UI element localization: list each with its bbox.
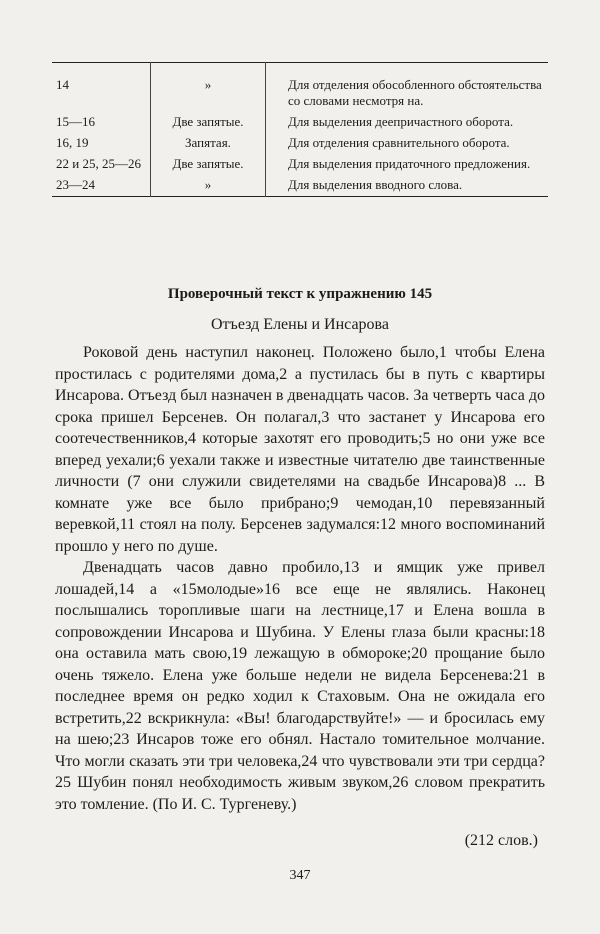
table-cell-reason: Для отделения обособленного обстоятельства со словами несмотря на. <box>288 77 542 108</box>
table-cell-sign: Две запятые. <box>151 154 266 175</box>
page-number: 347 <box>289 868 311 883</box>
table-cell-sign: » <box>151 63 266 113</box>
paragraph: Роковой день наступил наконец. Положено было,1 чтобы Елена простилась с родителями дома,2 а пустилась бы в путь с квартиры Инсарова. Отъезд был назначен в двенадцать часов. За четверть часа до срока пришел Берсенев. Он полагал,3 что застанет у Инсарова его соотечественников,4 которые захотят его проводить;5 но они уже все вперед уехали;6 уехали также и известные читателю две таинственные личности (7 они служили свидетелями на свадьбе Инсарова)8 ... В комнате уже все было прибрано;9 чемодан,10 перевязанный веревкой,11 стоял на полу. Берсенев задумался:12 много воспоминаний прошло у него по душе. <box>55 344 545 555</box>
text-title: Отъезд Елены и Инсарова <box>211 316 389 333</box>
table-row <box>52 112 548 133</box>
table-cell-reason: Для выделения вводного слова. <box>288 177 463 192</box>
table-cell-sign: Две запятые. <box>151 112 266 133</box>
table-cell-sign: » <box>151 175 266 197</box>
table-row <box>52 133 548 154</box>
word-count: (212 слов.) <box>464 832 538 849</box>
table-cell-sign: Запятая. <box>151 133 266 154</box>
table-row <box>52 63 548 113</box>
table-cell-ref: 14 <box>52 63 151 113</box>
table-cell-reason: Для выделения деепричастного оборота. <box>288 114 514 129</box>
table-cell-ref: 15—16 <box>52 112 151 133</box>
table-cell-ref: 23—24 <box>52 175 151 197</box>
table-cell-reason: Для отделения сравнительного оборота. <box>288 135 510 150</box>
table-cell-ref: 22 и 25, 25—26 <box>52 154 151 175</box>
dictation-text <box>55 342 545 815</box>
table-row <box>52 154 548 175</box>
table-cell-ref: 16, 19 <box>52 133 151 154</box>
table-cell-reason: Для выделения придаточного предложения. <box>288 156 531 171</box>
paragraph: Двенадцать часов давно пробило,13 и ямщик уже привел лошадей,14 а «15молодые»16 все еще не являлись. Наконец послышались торопливые шаги на лестнице,17 и Елена вошла в сопровождении Инсарова и Шубина. У Елены глаза были красны:18 она оставила мать свою,19 лежащую в обмороке;20 прощание было очень тяжело. Елена уже больше недели не видела Берсенева:21 в последнее время он редко ходил к Стаховым. Она не ожидала его встретить,22 вскрикнула: «Вы! благодарствуйте!» — и бросилась ему на шею;23 Инсаров тоже его обнял. Настало томительное молчание. Что могли сказать эти три человека,24 что чувствовали эти три сердца?25 Шубин понял необходимость живым звуком,26 словом прекратить это томление. (По И. С. Тургеневу.) <box>55 559 545 813</box>
exercise-heading: Проверочный текст к упражнению 145 <box>167 286 433 302</box>
punctuation-table <box>52 62 548 197</box>
table-row <box>52 175 548 197</box>
